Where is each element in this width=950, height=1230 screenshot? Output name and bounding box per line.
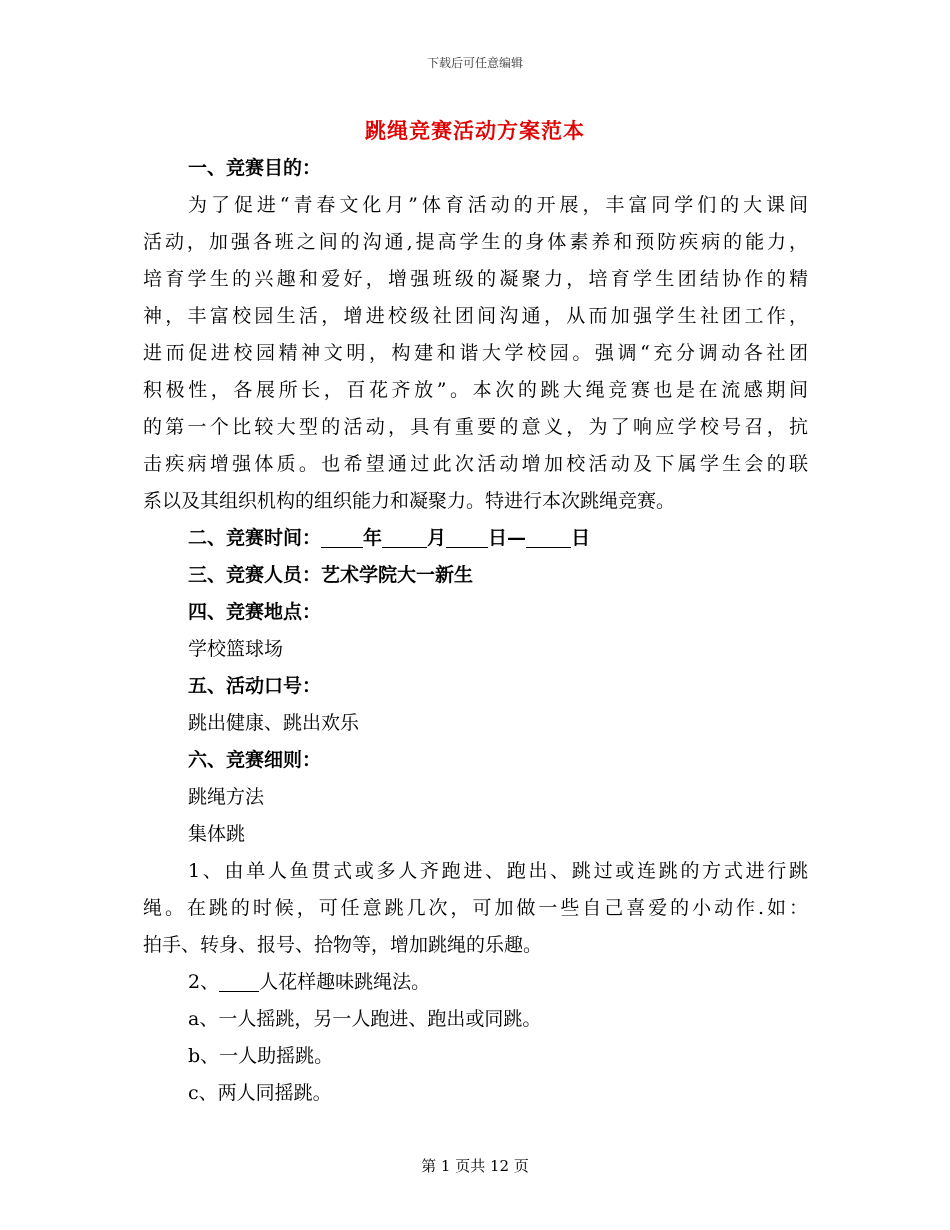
section6-heading: 六、竞赛细则：	[188, 749, 322, 771]
blank-month	[382, 525, 427, 548]
rule1-line-3: 拍手、转身、报号、拾物等，增加跳绳的乐趣。	[143, 934, 543, 956]
section3-heading: 三、竞赛人员：艺术学院大一新生	[188, 564, 474, 586]
section2-time	[143, 520, 808, 557]
item-a: a、一人摇跳，另一人跑进、跑出或同跳。	[188, 1008, 542, 1030]
section2-heading: 二、竞赛时间：	[188, 527, 322, 549]
section1-line-1: 为了促进“青春文化月”体育活动的开展，丰富同学们的大课间	[188, 194, 808, 216]
blank-year	[321, 525, 363, 548]
section1-line-2: 活动，加强各班之间的沟通,提高学生的身体素养和预防疾病的能力，	[143, 231, 808, 253]
section1-line-5: 进而促进校园精神文明，构建和谐大学校园。强调“充分调动各社团	[143, 342, 808, 364]
group-jump: 集体跳	[188, 823, 246, 845]
section5-heading: 五、活动口号：	[188, 675, 322, 697]
month-label: 月	[427, 527, 447, 549]
section5-text: 跳出健康、跳出欢乐	[188, 712, 360, 734]
section1-line-3: 培育学生的兴趣和爱好，增强班级的凝聚力，培育学生团结协作的精	[143, 268, 808, 290]
rope-method: 跳绳方法	[188, 786, 265, 808]
section1-line-9: 系以及其组织机构的组织能力和凝聚力。特进行本次跳绳竞赛。	[143, 490, 676, 512]
section1-line-4: 神，丰富校园生活，增进校级社团间沟通，从而加强学生社团工作，	[143, 305, 808, 327]
blank-day-start	[446, 525, 488, 548]
section1-line-7: 的第一个比较大型的活动，具有重要的意义，为了响应学校号召，抗	[143, 416, 808, 438]
blank-people-count	[219, 969, 259, 992]
section4-heading: 四、竞赛地点：	[188, 601, 322, 623]
page-footer: 第 1 页共 12 页	[421, 1157, 529, 1175]
section4-text: 学校篮球场	[188, 638, 284, 660]
header-note: 下载后可任意编辑	[426, 56, 523, 70]
section1-heading: 一、竞赛目的：	[188, 157, 322, 179]
rule2-suffix: 人花样趣味跳绳法。	[259, 971, 431, 993]
day-label: 日	[571, 527, 591, 549]
item-c: c、两人同摇跳。	[188, 1082, 332, 1104]
year-label: 年	[363, 527, 383, 549]
rule2	[143, 964, 808, 1001]
day-to-label: 日—	[488, 527, 527, 549]
section1-line-8: 击疾病增强体质。也希望通过此次活动增加校活动及下属学生会的联	[143, 453, 808, 475]
document-body	[143, 150, 808, 1112]
rule1-line-1: 1、由单人鱼贯式或多人齐跑进、跑出、跳过或连跳的方式进行跳	[188, 860, 808, 882]
rule2-prefix: 2、	[188, 971, 220, 993]
blank-day-end	[526, 525, 571, 548]
document-title: 跳绳竞赛活动方案范本	[365, 118, 585, 143]
section1-line-6: 积极性，各展所长，百花齐放”。本次的跳大绳竞赛也是在流感期间	[143, 379, 808, 401]
item-b: b、一人助摇跳。	[188, 1045, 334, 1067]
rule1-line-2: 绳。在跳的时候，可任意跳几次，可加做一些自己喜爱的小动作.如：	[143, 897, 808, 919]
